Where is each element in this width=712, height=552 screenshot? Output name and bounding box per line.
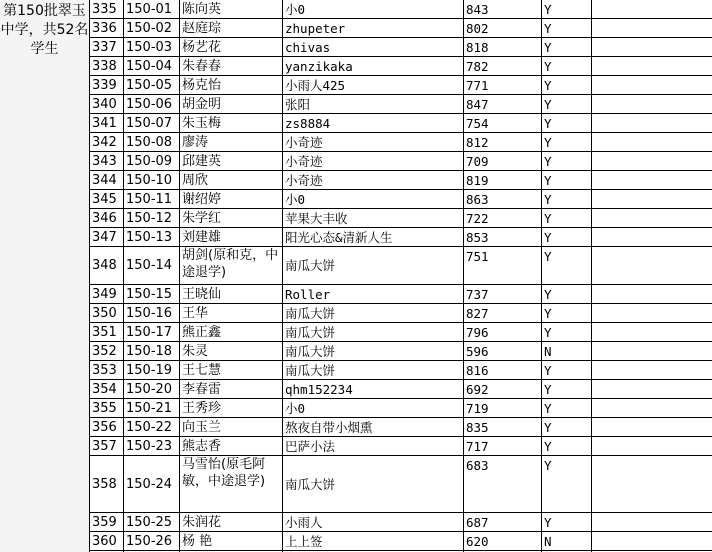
row-divider — [89, 151, 712, 152]
score: 782 — [466, 59, 489, 74]
row-index: 356 — [92, 420, 117, 435]
row-index: 360 — [92, 534, 117, 549]
student-code: 150-11 — [126, 192, 173, 207]
row-index: 358 — [92, 477, 117, 492]
row-index: 343 — [92, 154, 117, 169]
nickname: 巴萨小法 — [285, 439, 336, 454]
row-divider — [89, 246, 712, 247]
student-code: 150-25 — [126, 515, 173, 530]
nickname: 南瓜大饼 — [285, 325, 336, 340]
pass-flag: Y — [544, 401, 552, 416]
row-divider — [89, 455, 712, 456]
row-index: 350 — [92, 306, 117, 321]
nickname: zs8884 — [285, 116, 331, 131]
student-code: 150-10 — [126, 173, 173, 188]
row-index: 355 — [92, 401, 117, 416]
student-name: 胡剑(原和克，中途退学) — [182, 248, 279, 280]
nickname: qhm152234 — [285, 382, 353, 397]
row-divider — [89, 531, 712, 532]
score: 802 — [466, 21, 489, 36]
nickname: 苹果大丰收 — [285, 211, 348, 226]
pass-flag: Y — [544, 192, 552, 207]
student-code: 150-23 — [126, 439, 173, 454]
row-divider — [89, 417, 712, 418]
nickname: 小雨人425 — [285, 78, 346, 93]
student-code: 150-08 — [126, 135, 173, 150]
nickname: 南瓜大饼 — [285, 258, 336, 273]
nickname: 小奇迹 — [285, 173, 323, 188]
pass-flag: Y — [544, 211, 552, 226]
row-divider — [89, 398, 712, 399]
row-index: 357 — [92, 439, 117, 454]
row-index: 336 — [92, 21, 117, 36]
student-code: 150-12 — [126, 211, 173, 226]
row-divider — [89, 208, 712, 209]
student-name: 李春雷 — [182, 382, 222, 397]
student-code: 150-24 — [126, 477, 173, 492]
student-name: 朱灵 — [182, 344, 209, 359]
score: 717 — [466, 439, 489, 454]
pass-flag: Y — [544, 116, 552, 131]
column-divider — [179, 0, 180, 552]
nickname: 小奇迹 — [285, 154, 323, 169]
row-index: 338 — [92, 59, 117, 74]
student-code: 150-26 — [126, 534, 173, 549]
pass-flag: N — [544, 344, 552, 359]
student-name: 胡金明 — [182, 97, 222, 112]
pass-flag: Y — [544, 515, 552, 530]
score: 816 — [466, 363, 489, 378]
student-name: 杨 艳 — [182, 534, 213, 549]
row-divider — [89, 75, 712, 76]
nickname: 南瓜大饼 — [285, 363, 336, 378]
column-divider — [541, 0, 542, 552]
pass-flag: Y — [544, 287, 552, 302]
row-divider — [89, 56, 712, 57]
row-index: 342 — [92, 135, 117, 150]
pass-flag: Y — [544, 40, 552, 55]
row-divider — [89, 341, 712, 342]
score: 771 — [466, 78, 489, 93]
score: 596 — [466, 344, 489, 359]
row-divider — [89, 132, 712, 133]
student-name: 王秀珍 — [182, 401, 222, 416]
score: 819 — [466, 173, 489, 188]
row-divider — [89, 303, 712, 304]
column-divider — [89, 0, 90, 552]
nickname: Roller — [285, 287, 331, 302]
pass-flag: Y — [544, 458, 552, 473]
student-name: 陈向英 — [182, 2, 222, 17]
nickname: 南瓜大饼 — [285, 344, 336, 359]
row-divider — [89, 227, 712, 228]
student-code: 150-15 — [126, 287, 173, 302]
pass-flag: Y — [544, 154, 552, 169]
row-index: 351 — [92, 325, 117, 340]
pass-flag: Y — [544, 78, 552, 93]
pass-flag: Y — [544, 97, 552, 112]
row-index: 344 — [92, 173, 117, 188]
student-name: 廖涛 — [182, 135, 209, 150]
column-divider — [282, 0, 283, 552]
score: 796 — [466, 325, 489, 340]
pass-flag: Y — [544, 173, 552, 188]
pass-flag: Y — [544, 230, 552, 245]
student-code: 150-02 — [126, 21, 173, 36]
row-index: 345 — [92, 192, 117, 207]
student-name: 王华 — [182, 306, 209, 321]
score: 835 — [466, 420, 489, 435]
row-divider — [89, 37, 712, 38]
student-name: 谢绍婷 — [182, 192, 222, 207]
student-name: 王晓仙 — [182, 287, 222, 302]
student-code: 150-03 — [126, 40, 173, 55]
score: 709 — [466, 154, 489, 169]
nickname: 阳光心态&清新人生 — [285, 230, 393, 245]
pass-flag: Y — [544, 249, 552, 264]
row-divider — [89, 18, 712, 19]
score: 863 — [466, 192, 489, 207]
row-divider — [89, 379, 712, 380]
pass-flag: Y — [544, 59, 552, 74]
student-name: 周欣 — [182, 173, 209, 188]
student-code: 150-18 — [126, 344, 173, 359]
score: 847 — [466, 97, 489, 112]
student-name: 马雪怡(原毛阿敏，中途退学) — [182, 457, 266, 489]
score: 683 — [466, 458, 489, 473]
row-divider — [89, 284, 712, 285]
pass-flag: Y — [544, 363, 552, 378]
row-divider — [89, 322, 712, 323]
score: 827 — [466, 306, 489, 321]
pass-flag: N — [544, 534, 552, 549]
pass-flag: Y — [544, 439, 552, 454]
student-code: 150-05 — [126, 78, 173, 93]
nickname: 南瓜大饼 — [285, 477, 336, 492]
row-index: 347 — [92, 230, 117, 245]
score: 751 — [466, 249, 489, 264]
student-name: 刘建雄 — [182, 230, 222, 245]
score: 722 — [466, 211, 489, 226]
row-divider — [89, 189, 712, 190]
pass-flag: Y — [544, 325, 552, 340]
student-name: 杨克怡 — [182, 78, 222, 93]
row-index: 340 — [92, 97, 117, 112]
student-name: 向玉兰 — [182, 420, 222, 435]
student-name: 邱建英 — [182, 154, 222, 169]
row-index: 359 — [92, 515, 117, 530]
student-code: 150-14 — [126, 258, 173, 273]
nickname: yanzikaka — [285, 59, 353, 74]
student-code: 150-16 — [126, 306, 173, 321]
student-code: 150-21 — [126, 401, 173, 416]
pass-flag: Y — [544, 382, 552, 397]
row-index: 349 — [92, 287, 117, 302]
student-name: 赵庭琮 — [182, 21, 222, 36]
pass-flag: Y — [544, 135, 552, 150]
nickname: 小0 — [285, 401, 306, 416]
nickname: 小0 — [285, 192, 306, 207]
column-divider — [463, 0, 464, 552]
student-code: 150-07 — [126, 116, 173, 131]
nickname: 上上签 — [285, 534, 323, 549]
student-name: 朱春春 — [182, 59, 222, 74]
row-index: 341 — [92, 116, 117, 131]
row-index: 337 — [92, 40, 117, 55]
nickname: chivas — [285, 40, 331, 55]
nickname: 南瓜大饼 — [285, 306, 336, 321]
score: 719 — [466, 401, 489, 416]
row-index: 346 — [92, 211, 117, 226]
student-code: 150-20 — [126, 382, 173, 397]
row-divider — [89, 113, 712, 114]
score: 818 — [466, 40, 489, 55]
row-index: 335 — [92, 2, 117, 17]
score: 853 — [466, 230, 489, 245]
score: 687 — [466, 515, 489, 530]
student-code: 150-17 — [126, 325, 173, 340]
row-divider — [89, 436, 712, 437]
row-index: 352 — [92, 344, 117, 359]
row-index: 354 — [92, 382, 117, 397]
nickname: 张阳 — [285, 97, 311, 112]
student-code: 150-06 — [126, 97, 173, 112]
pass-flag: Y — [544, 306, 552, 321]
score: 812 — [466, 135, 489, 150]
student-name: 熊正鑫 — [182, 325, 222, 340]
row-divider — [89, 360, 712, 361]
student-code: 150-13 — [126, 230, 173, 245]
row-index: 348 — [92, 258, 117, 273]
nickname: zhupeter — [285, 21, 346, 36]
row-divider — [89, 94, 712, 95]
nickname: 小奇迹 — [285, 135, 323, 150]
row-index: 353 — [92, 363, 117, 378]
score: 692 — [466, 382, 489, 397]
student-code: 150-19 — [126, 363, 173, 378]
nickname: 小0 — [285, 2, 306, 17]
pass-flag: Y — [544, 420, 552, 435]
row-index: 339 — [92, 78, 117, 93]
student-name: 朱玉梅 — [182, 116, 222, 131]
student-code: 150-04 — [126, 59, 173, 74]
score: 843 — [466, 2, 489, 17]
nickname: 熬夜自带小烟熏 — [285, 420, 373, 435]
nickname: 小雨人 — [285, 515, 323, 530]
student-name: 王七慧 — [182, 363, 222, 378]
column-divider — [123, 0, 124, 552]
group-label: 第150批翠玉中学，共52名学生 — [0, 0, 89, 552]
pass-flag: Y — [544, 21, 552, 36]
student-name: 熊志香 — [182, 439, 222, 454]
score: 737 — [466, 287, 489, 302]
pass-flag: Y — [544, 2, 552, 17]
student-name: 杨艺花 — [182, 40, 222, 55]
score: 620 — [466, 534, 489, 549]
row-divider — [89, 550, 712, 551]
student-name: 朱学红 — [182, 211, 222, 226]
student-code: 150-09 — [126, 154, 173, 169]
student-name: 朱润花 — [182, 515, 222, 530]
score: 754 — [466, 116, 489, 131]
row-divider — [89, 512, 712, 513]
student-code: 150-01 — [126, 2, 173, 17]
student-code: 150-22 — [126, 420, 173, 435]
row-divider — [89, 170, 712, 171]
column-divider — [591, 0, 592, 552]
